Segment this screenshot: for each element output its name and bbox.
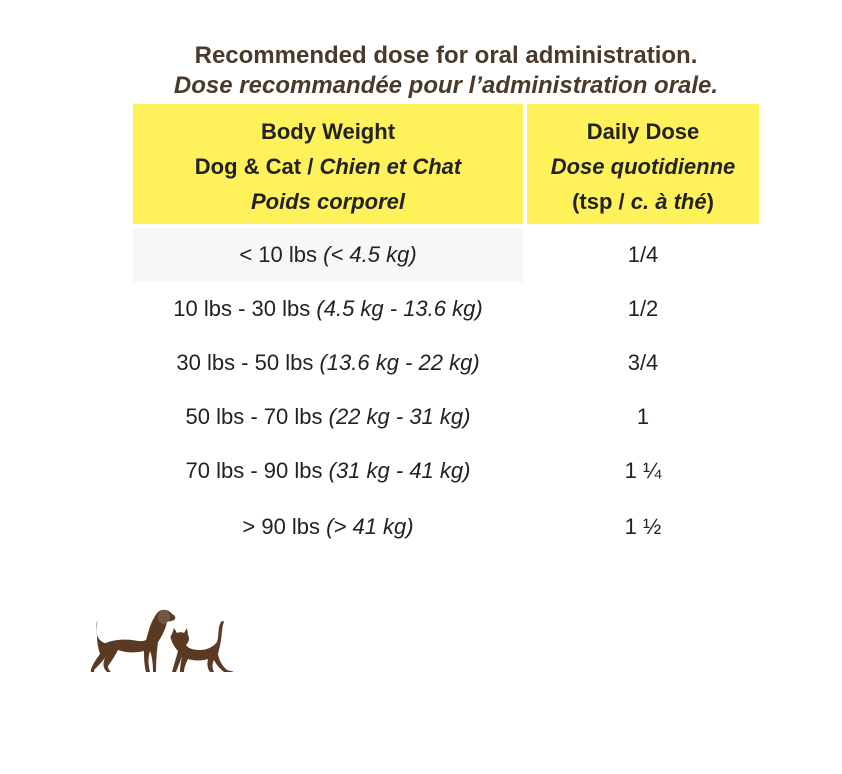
row-dose: 1 [636,404,650,429]
row-weight-lbs: < 10 lbs [239,242,317,267]
header-weight-line3: Poids corporel [250,189,406,214]
header-dose-unit-close: ) [706,189,714,214]
row-weight-lbs: > 90 lbs [242,514,321,539]
row-weight [133,282,523,336]
header-weight-line2-fr: Chien et Chat [319,154,462,179]
row-dose: 1 ¼ [624,458,662,483]
row-weight [133,228,523,282]
dog-and-cat-silhouette-icon [86,606,236,676]
header-dose-line2: Dose quotidienne [550,154,736,179]
row-weight-lbs: 10 lbs - 30 lbs [173,296,311,321]
row-weight-kg: (< 4.5 kg) [323,242,417,267]
row-weight-kg: (> 41 kg) [326,514,414,539]
row-weight-lbs: 50 lbs - 70 lbs [185,404,323,429]
header-dose-line3 [527,184,759,219]
header-body-weight [133,104,523,224]
header-dose-line1: Daily Dose [586,119,700,144]
row-weight-lbs: 70 lbs - 90 lbs [185,458,323,483]
row-weight-kg: (22 kg - 31 kg) [328,404,471,429]
header-weight-line1: Body Weight [260,119,396,144]
row-weight-kg: (4.5 kg - 13.6 kg) [316,296,483,321]
title-english: Recommended dose for oral administration. [194,42,698,69]
header-dose-unit-open: (tsp / [572,189,625,214]
header-weight-line2 [133,149,523,184]
row-weight [133,336,523,390]
header-weight-line2-en: Dog & Cat / [194,154,314,179]
row-weight-kg: (13.6 kg - 22 kg) [319,350,480,375]
row-weight-kg: (31 kg - 41 kg) [328,458,471,483]
row-dose: 1/4 [627,242,659,267]
row-weight-lbs: 30 lbs - 50 lbs [176,350,314,375]
row-weight [133,500,523,554]
row-weight [133,444,523,498]
row-weight [133,390,523,444]
header-daily-dose [527,104,759,224]
row-dose: 1/2 [627,296,659,321]
title-french: Dose recommandée pour l’administration orale. [173,72,719,99]
row-dose: 3/4 [627,350,659,375]
row-dose: 1 ½ [624,514,662,539]
header-dose-unit-fr: c. à thé [630,189,707,214]
